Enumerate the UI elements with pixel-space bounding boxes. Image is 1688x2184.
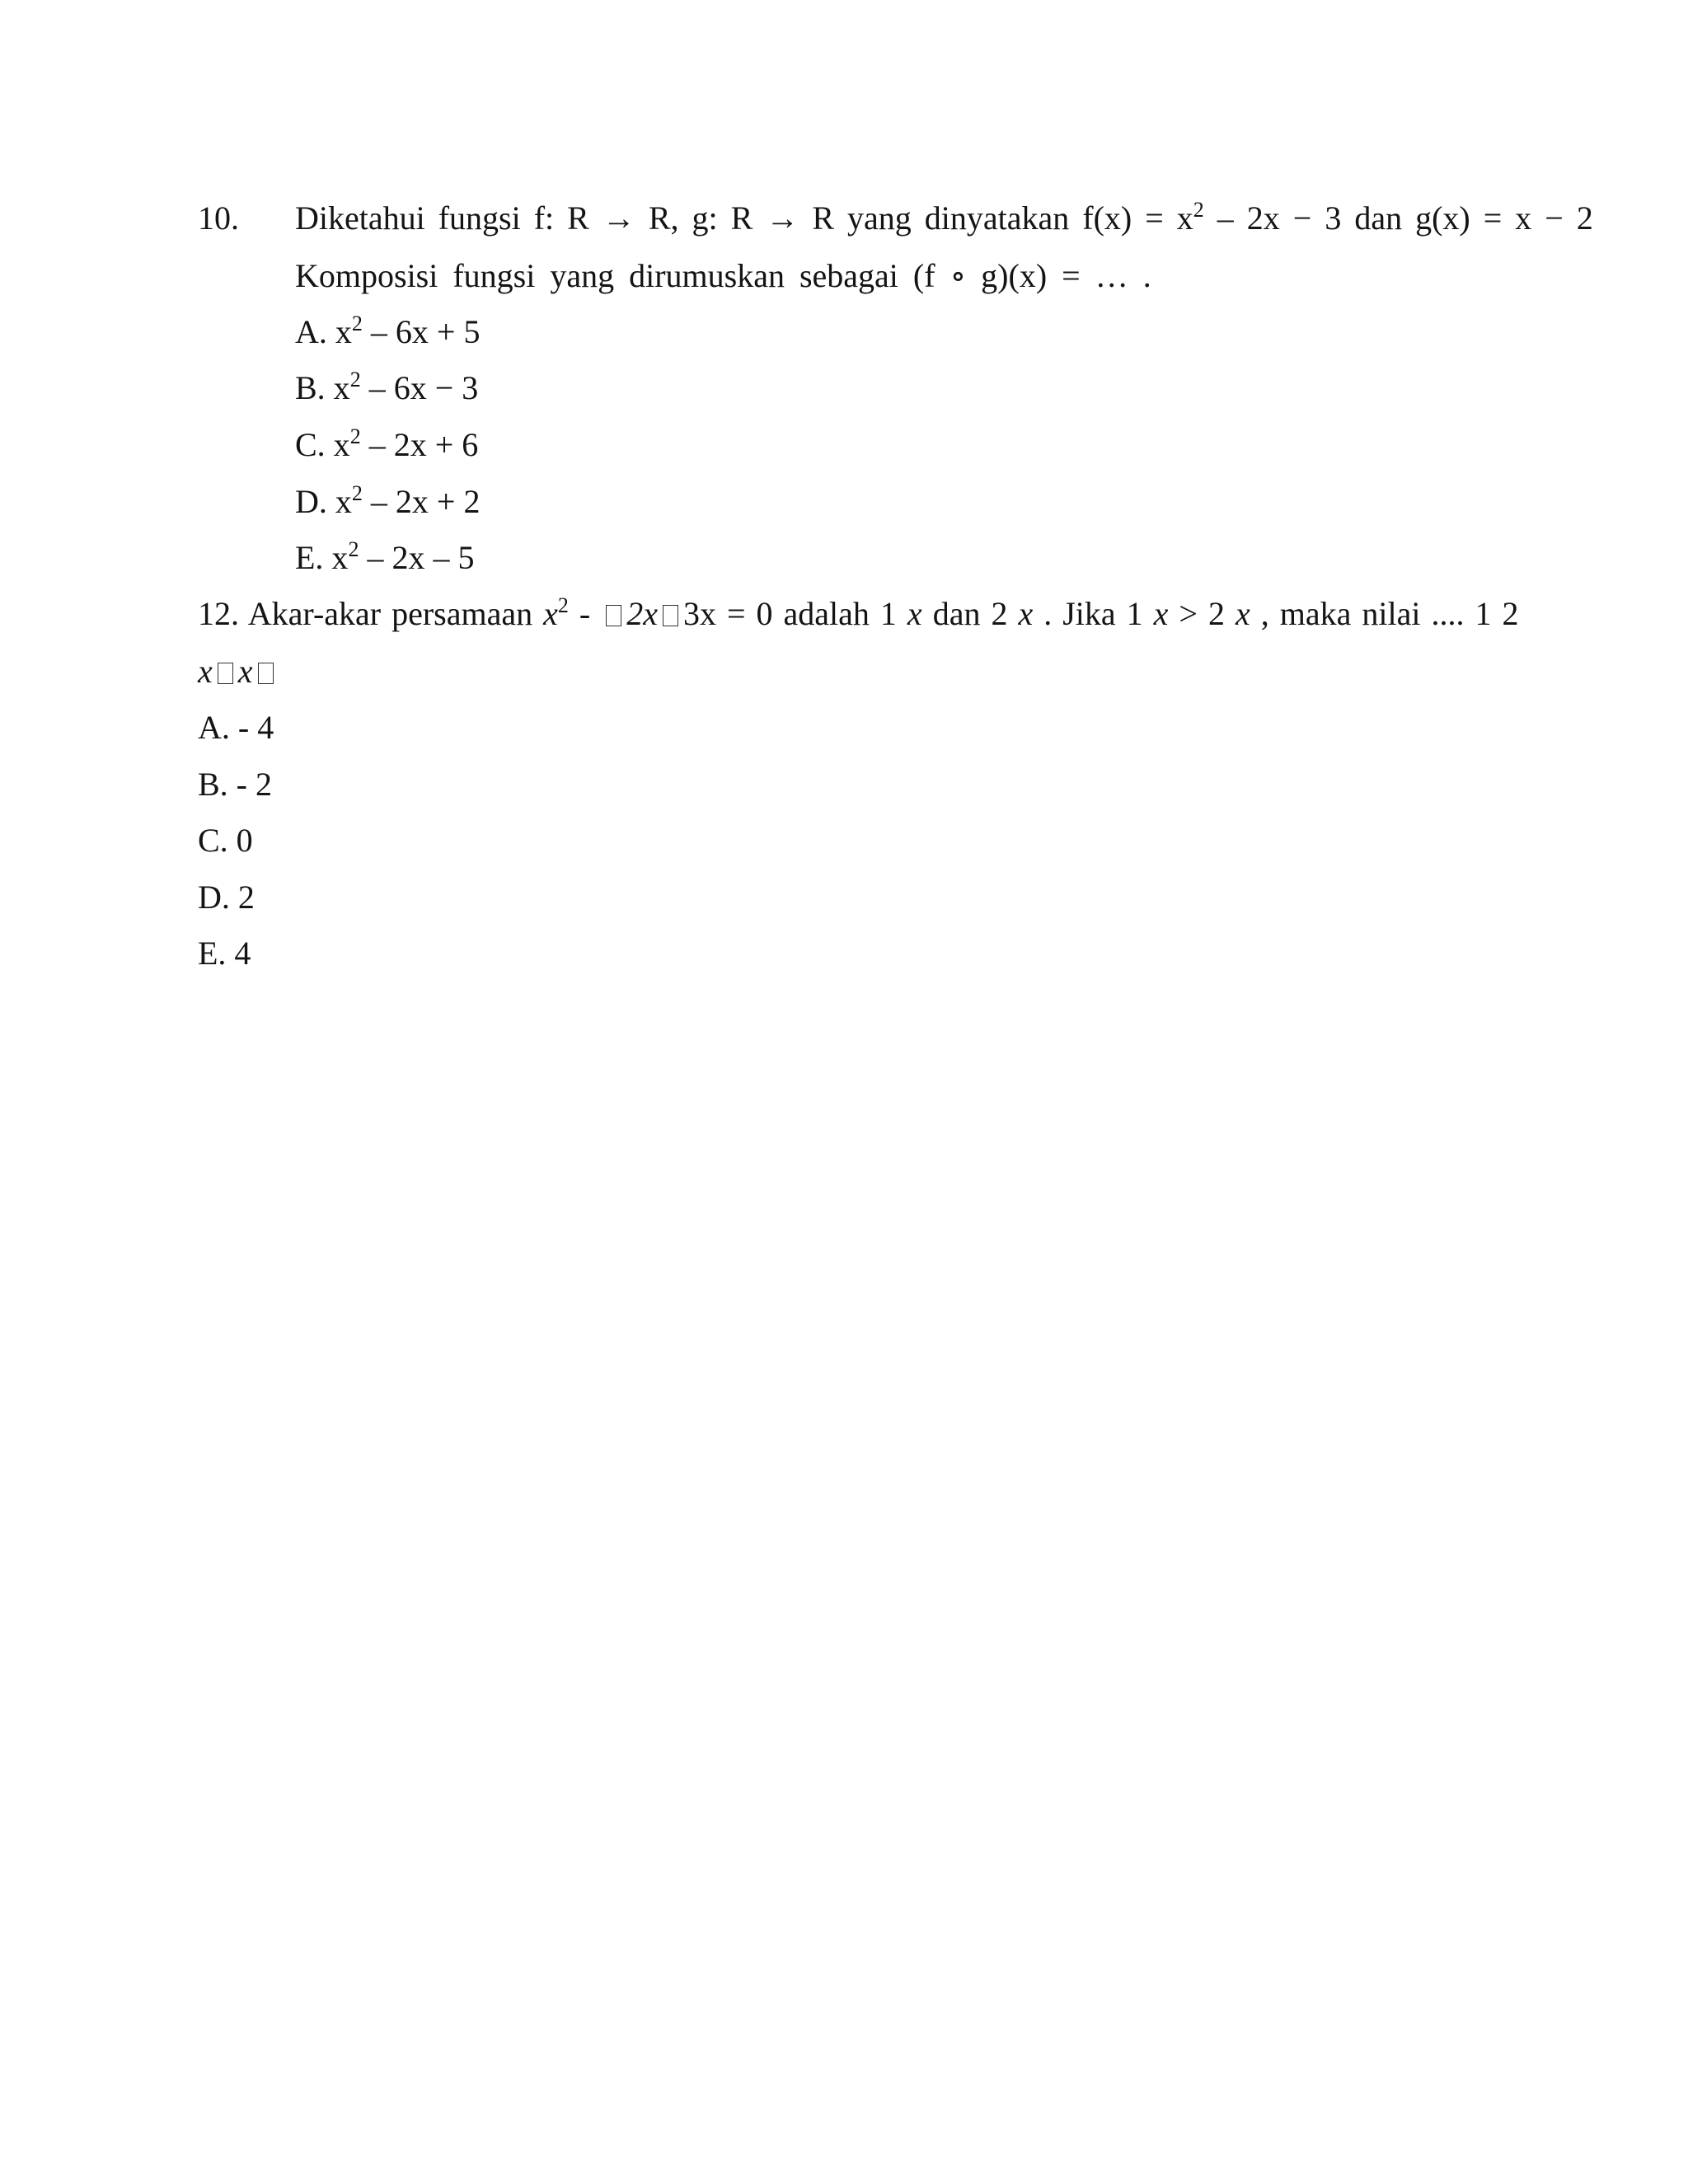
q12-option-c: C. 0 xyxy=(198,822,253,859)
q10-option-d-exponent: 2 xyxy=(351,481,363,505)
missing-glyph-box-icon xyxy=(606,605,621,626)
q10-option-b xyxy=(295,368,479,406)
q10-stem-suffix: – 2x − 3 dan g(x) = x − 2 xyxy=(1203,199,1593,237)
q10-option-d-label: D. x xyxy=(295,483,352,520)
q10-option-a-label: A. x xyxy=(295,313,352,350)
q10-option-c-rest: – 2x + 6 xyxy=(360,426,479,463)
q10-option-d xyxy=(295,481,481,520)
q12-stem-exponent: 2 xyxy=(557,593,569,617)
q12-stem-var-x: x xyxy=(543,595,558,632)
missing-glyph-box-icon xyxy=(258,663,274,684)
q10-option-a-exponent: 2 xyxy=(351,312,363,335)
q12-stem-text-f: dan 2 xyxy=(921,595,1019,632)
q12-stem-var-x2: x xyxy=(1018,595,1034,632)
q10-option-b-rest: – 6x − 3 xyxy=(360,369,479,406)
q12-option-b: B. - 2 xyxy=(198,766,272,803)
question-12-stem-line2 xyxy=(198,655,279,688)
q12-option-d: D. 2 xyxy=(198,879,255,916)
q12-line2-var-x2: x xyxy=(237,653,253,690)
q12-stem-text-l: , maka nilai .... 1 2 xyxy=(1250,595,1519,632)
q12-stem-text-h: . Jika 1 xyxy=(1033,595,1154,632)
q10-option-c-label: C. x xyxy=(295,426,350,463)
q12-stem-text-d: 3x = 0 adalah 1 xyxy=(682,595,907,632)
question-10-number: 10. xyxy=(198,199,239,237)
q12-line2-var-x1: x xyxy=(198,653,213,690)
question-10-stem-line1 xyxy=(295,198,1593,237)
q12-stem-var-x3: x xyxy=(1153,595,1169,632)
q12-stem-text-j: > 2 xyxy=(1168,595,1236,632)
question-12-stem-line1 xyxy=(198,593,1519,632)
q12-stem-var-x4: x xyxy=(1235,595,1250,632)
q10-option-a-rest: – 6x + 5 xyxy=(362,313,481,350)
q12-stem-text-b: - xyxy=(568,595,602,632)
q10-option-b-label: B. x xyxy=(295,369,350,406)
q12-stem-var-x1: x xyxy=(907,595,922,632)
q10-option-c xyxy=(295,424,479,463)
q10-option-e xyxy=(295,537,475,576)
q12-option-e: E. 4 xyxy=(198,935,251,972)
missing-glyph-box-icon xyxy=(218,663,233,684)
q10-stem-prefix: Diketahui fungsi f: R → R, g: R → R yang dinyatakan f(x) = x xyxy=(295,199,1193,237)
question-10-stem-line2: Komposisi fungsi yang dirumuskan sebagai (f ∘ g)(x) = … . xyxy=(295,257,1151,294)
q12-stem-text-a: 12. Akar-akar persamaan xyxy=(198,595,544,632)
q10-option-e-label: E. x xyxy=(295,539,349,576)
q12-option-a: A. - 4 xyxy=(198,709,274,746)
q10-option-a xyxy=(295,312,481,350)
q10-option-c-exponent: 2 xyxy=(349,424,361,448)
missing-glyph-box-icon xyxy=(663,605,678,626)
q10-option-e-exponent: 2 xyxy=(348,537,359,561)
q10-option-d-rest: – 2x + 2 xyxy=(362,483,481,520)
q10-option-b-exponent: 2 xyxy=(349,368,361,391)
q10-option-e-rest: – 2x – 5 xyxy=(359,539,475,576)
q12-stem-term-2x: 2x xyxy=(626,595,658,632)
q10-stem-exponent: 2 xyxy=(1193,198,1204,222)
